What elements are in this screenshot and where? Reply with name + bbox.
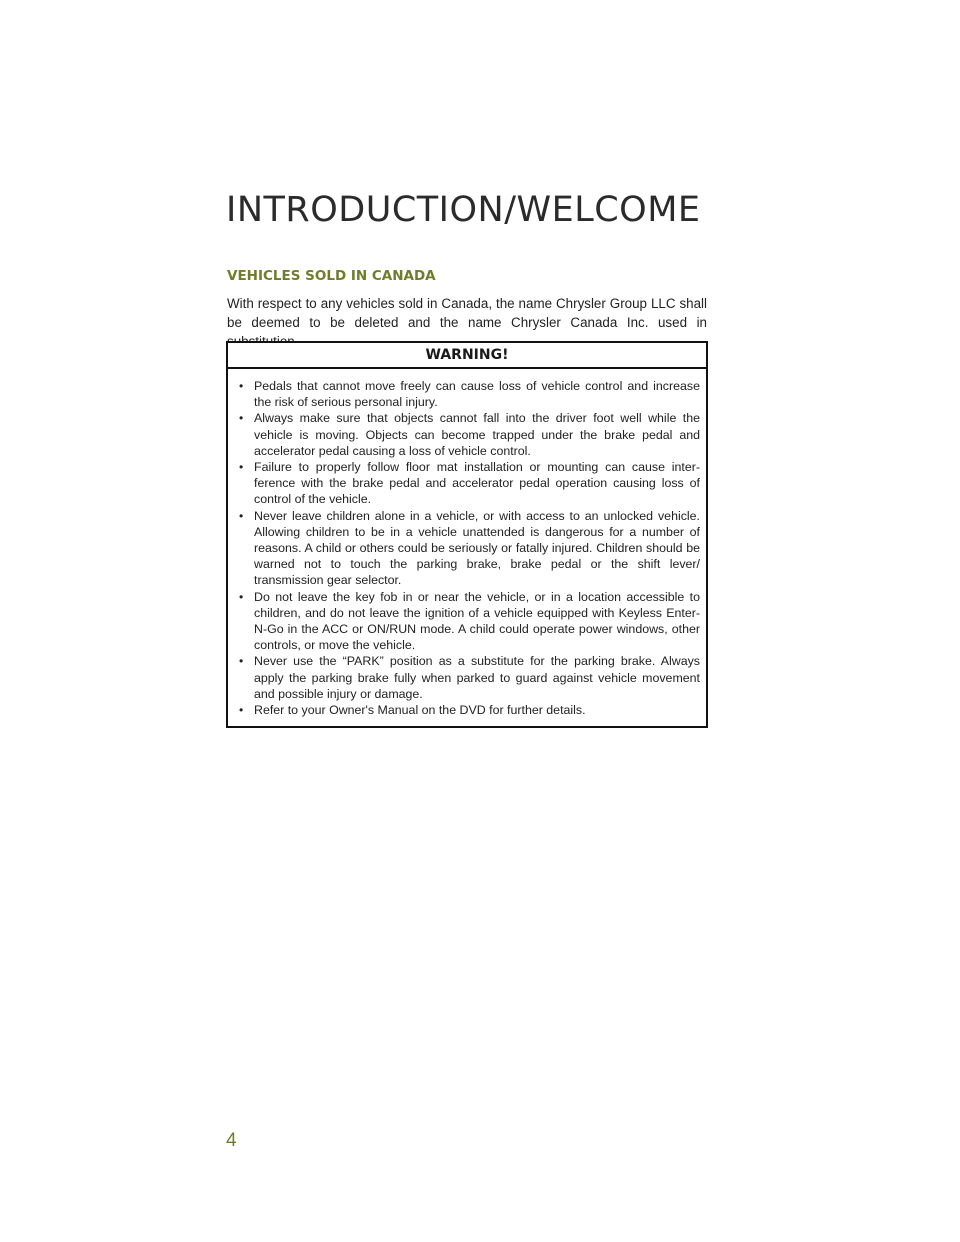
warning-item: [239, 410, 700, 459]
canada-paragraph: With respect to any vehicles sold in Canada, the name Chrysler Group LLC shall be deemed to be deleted and the name Chrysler Canada Inc. used in: [227, 296, 707, 330]
section-title: INTRODUCTION/WELCOME: [226, 190, 701, 230]
warning-item: [239, 459, 700, 508]
warning-item-text: Always make sure that objects cannot fall into the driver foot well while the vehicle is moving. Objects can become trapped under the brake pedal and accelerator pedal causing a loss of vehicle control.: [254, 411, 700, 458]
page-number: 4: [226, 1130, 237, 1151]
warning-item-text: Pedals that cannot move freely can cause loss of vehicle control and increase the risk of serious personal injury.: [254, 379, 700, 410]
bullet-icon: •: [239, 508, 244, 523]
warning-list: [228, 369, 706, 718]
bullet-icon: •: [239, 460, 244, 475]
warning-item: [239, 653, 700, 702]
bullet-icon: •: [239, 703, 244, 718]
warning-item: [239, 378, 700, 410]
bullet-icon: •: [239, 589, 244, 604]
vehicles-sold-in-canada-heading: VEHICLES SOLD IN CANADA: [227, 268, 436, 284]
bullet-icon: •: [239, 411, 244, 426]
warning-item: [239, 589, 700, 654]
warning-item: [239, 702, 700, 718]
warning-item: [239, 508, 700, 589]
warning-title: WARNING!: [228, 343, 706, 369]
bullet-icon: •: [239, 379, 244, 393]
warning-item-text: Do not leave the key fob in or near the vehicle, or in a location accessible to children, and do not leave the ignition of a vehicle equipped with Keyless Enter-N-Go in the ACC or ON/RUN mode. A child could operate power windows, other controls, or move the vehicle.: [254, 589, 700, 653]
warning-item-text: Never use the “PARK” position as a substitute for the parking brake. Always apply the parking brake fully when parked to guard against vehicle movement and possible injury or damage.: [254, 654, 700, 701]
warning-item-text: Failure to properly follow floor mat installation or mounting can cause inter-ference with the brake pedal and accelerator pedal operation causing loss of control of the vehicle.: [254, 460, 700, 507]
warning-item-text: Never leave children alone in a vehicle, or with access to an unlocked vehicle. Allowing children to be in a vehicle unattended is dangerous for a number of reasons. A child or others could be seriously or fatally injured. Children should be warned not to touch the parking brake, brake pedal or the shift lever/ transmission gear selector.: [254, 508, 700, 588]
warning-box: [226, 341, 708, 728]
warning-item-text: Refer to your Owner's Manual on the DVD for further details.: [254, 703, 586, 718]
bullet-icon: •: [239, 654, 244, 669]
